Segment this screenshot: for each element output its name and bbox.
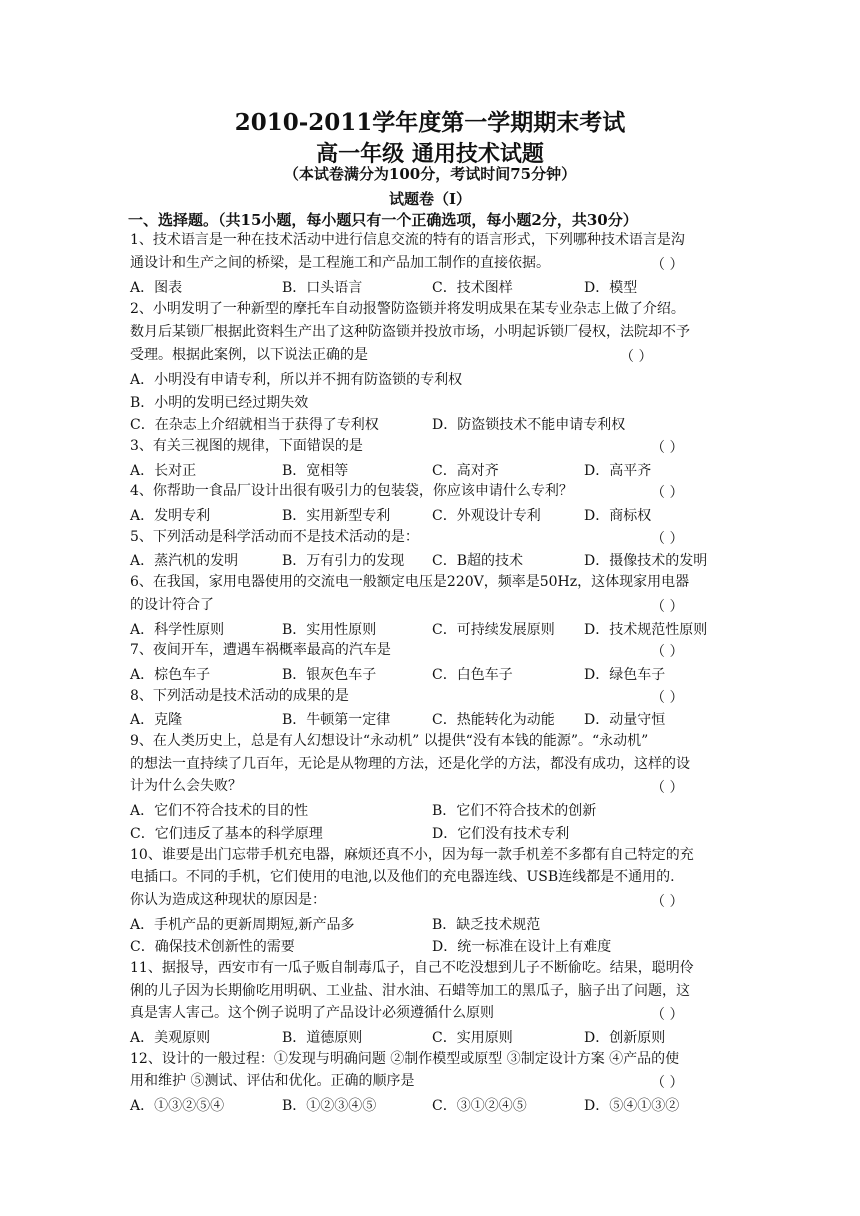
question-text: 11、据报导，西安市有一瓜子贩自制毒瓜子，自己不吃没想到儿子不断偷吃。结果，聪明伶 bbox=[130, 960, 694, 976]
option-c: C．白色车子 bbox=[432, 667, 513, 683]
answer-blank: （ ） bbox=[651, 257, 684, 273]
question-text: 10、谁要是出门忘带手机充电器，麻烦还真不小，因为每一款手机差不多都有自己特定的充 bbox=[130, 847, 694, 863]
question-text: 12、设计的一般过程：①发现与明确问题 ②制作模型或原型 ③制定设计方案 ④产品的使 bbox=[130, 1051, 680, 1067]
question-text: 真是害人害己。这个例子说明了产品设计必须遵循什么原则 bbox=[130, 1005, 494, 1021]
option-c: C．可持续发展原则 bbox=[432, 622, 555, 638]
option-b: B．实用性原则 bbox=[282, 622, 377, 638]
question-text: 的想法一直持续了几百年，无论是从物理的方法，还是化学的方法，都没有成功，这样的设 bbox=[130, 756, 690, 772]
question-text: 你认为造成这种现状的原因是： bbox=[130, 892, 326, 908]
answer-blank: （ ） bbox=[651, 644, 684, 660]
option-d: D．创新原则 bbox=[584, 1030, 666, 1046]
option-d: D．⑤④①③② bbox=[584, 1098, 680, 1114]
option-a: A．长对正 bbox=[130, 463, 197, 479]
option-b: B．银灰色车子 bbox=[282, 667, 377, 683]
option-c: C．确保技术创新性的需要 bbox=[130, 939, 295, 955]
question-text: 的设计符合了 bbox=[130, 597, 214, 613]
option-b: B．①②③④⑤ bbox=[282, 1098, 377, 1114]
question-text: 6、在我国，家用电器使用的交流电一般额定电压是220V，频率是50Hz，这体现家用电器 bbox=[130, 574, 690, 590]
option-c: C．它们违反了基本的科学原理 bbox=[130, 826, 323, 842]
question-text: 9、在人类历史上，总是有人幻想设计“永动机” 以提供“没有本钱的能源”。“永动机” bbox=[130, 733, 649, 749]
question-text: 3、有关三视图的规律，下面错误的是 bbox=[130, 438, 363, 454]
question-text: 7、夜间开车，遭遇车祸概率最高的汽车是 bbox=[130, 642, 391, 658]
option-b: B．它们不符合技术的创新 bbox=[432, 803, 597, 819]
question-text: 8、下列活动是技术活动的成果的是 bbox=[130, 688, 349, 704]
option-c: C．实用原则 bbox=[432, 1030, 513, 1046]
question-text: 俐的儿子因为长期偷吃用明矾、工业盐、泔水油、石蜡等加工的黑瓜子，脑子出了问题，这 bbox=[130, 983, 690, 999]
exam-subtitle: 高一年级 通用技术试题 bbox=[316, 141, 544, 167]
option-d: D．商标权 bbox=[584, 508, 652, 524]
answer-blank: （ ） bbox=[651, 531, 684, 547]
option-c: C．B超的技术 bbox=[432, 553, 523, 569]
option-b: B．万有引力的发现 bbox=[282, 553, 405, 569]
exam-note: （本试卷满分为100分，考试时间75分钟） bbox=[283, 165, 577, 183]
answer-blank: （ ） bbox=[620, 349, 653, 365]
option-c: C．热能转化为动能 bbox=[432, 712, 555, 728]
option-a: A．图表 bbox=[130, 280, 183, 296]
option-b: B．小明的发明已经过期失效 bbox=[130, 395, 309, 411]
question-text: 1、技术语言是一种在技术活动中进行信息交流的特有的语言形式，下列哪种技术语言是沟 bbox=[130, 232, 685, 248]
option-b: B．实用新型专利 bbox=[282, 508, 391, 524]
question-text: 数月后某锁厂根据此资料生产出了这种防盗锁并投放市场，小明起诉锁厂侵权，法院却不予 bbox=[130, 324, 690, 340]
option-a: A．蒸汽机的发明 bbox=[130, 553, 239, 569]
answer-blank: （ ） bbox=[651, 440, 684, 456]
question-text: 2、小明发明了一种新型的摩托车自动报警防盗锁并将发明成果在某专业杂志上做了介绍。 bbox=[130, 301, 685, 317]
option-a: A．它们不符合技术的目的性 bbox=[130, 803, 309, 819]
answer-blank: （ ） bbox=[651, 1075, 684, 1091]
answer-blank: （ ） bbox=[651, 599, 684, 615]
option-a: A．克隆 bbox=[130, 712, 183, 728]
option-b: B．宽相等 bbox=[282, 463, 349, 479]
option-a: A．棕色车子 bbox=[130, 667, 211, 683]
question-text: 电插口。不同的手机，它们使用的电池,以及他们的充电器连线、USB连线都是不通用的. bbox=[130, 869, 675, 885]
option-b: B．口头语言 bbox=[282, 280, 363, 296]
option-d: D．它们没有技术专利 bbox=[432, 826, 570, 842]
answer-blank: （ ） bbox=[651, 485, 684, 501]
option-c: C．外观设计专利 bbox=[432, 508, 541, 524]
option-d: D．防盗锁技术不能申请专利权 bbox=[432, 417, 626, 433]
answer-blank: （ ） bbox=[651, 1007, 684, 1023]
section-heading: 一、选择题。（共15小题，每小题只有一个正确选项，每小题2分，共30分） bbox=[128, 211, 638, 229]
question-text: 用和维护 ⑤测试、评估和优化。正确的顺序是 bbox=[130, 1073, 415, 1089]
question-text: 4、你帮助一食品厂设计出很有吸引力的包装袋，你应该申请什么专利？ bbox=[130, 483, 573, 499]
question-text: 受理。根据此案例，以下说法正确的是 bbox=[130, 347, 368, 363]
option-a: A．美观原则 bbox=[130, 1030, 211, 1046]
option-d: D．统一标准在设计上有难度 bbox=[432, 939, 612, 955]
option-d: D．高平齐 bbox=[584, 463, 652, 479]
option-b: B．缺乏技术规范 bbox=[432, 917, 541, 933]
question-text: 计为什么会失败？ bbox=[130, 778, 242, 794]
option-d: D．模型 bbox=[584, 280, 638, 296]
option-d: D．技术规范性原则 bbox=[584, 622, 708, 638]
option-c: C．高对齐 bbox=[432, 463, 499, 479]
option-b: B．牛顿第一定律 bbox=[282, 712, 391, 728]
option-b: B．道德原则 bbox=[282, 1030, 363, 1046]
option-d: D．绿色车子 bbox=[584, 667, 666, 683]
answer-blank: （ ） bbox=[651, 690, 684, 706]
option-a: A．小明没有申请专利，所以并不拥有防盗锁的专利权 bbox=[130, 372, 463, 388]
option-a: A．①③②⑤④ bbox=[130, 1098, 225, 1114]
paper-part: 试题卷（Ⅰ） bbox=[388, 190, 472, 208]
question-text: 通设计和生产之间的桥梁，是工程施工和产品加工制作的直接依据。 bbox=[130, 255, 550, 271]
option-d: D．摄像技术的发明 bbox=[584, 553, 708, 569]
option-c: C．③①②④⑤ bbox=[432, 1098, 527, 1114]
answer-blank: （ ） bbox=[651, 894, 684, 910]
option-a: A．发明专利 bbox=[130, 508, 211, 524]
option-c: C．在杂志上介绍就相当于获得了专利权 bbox=[130, 417, 379, 433]
option-d: D．动量守恒 bbox=[584, 712, 666, 728]
exam-title: 2010-2011学年度第一学期期末考试 bbox=[234, 109, 626, 136]
option-a: A．科学性原则 bbox=[130, 622, 225, 638]
answer-blank: （ ） bbox=[651, 780, 684, 796]
option-a: A．手机产品的更新周期短,新产品多 bbox=[130, 917, 355, 933]
question-text: 5、下列活动是科学活动而不是技术活动的是： bbox=[130, 529, 419, 545]
option-c: C．技术图样 bbox=[432, 280, 513, 296]
